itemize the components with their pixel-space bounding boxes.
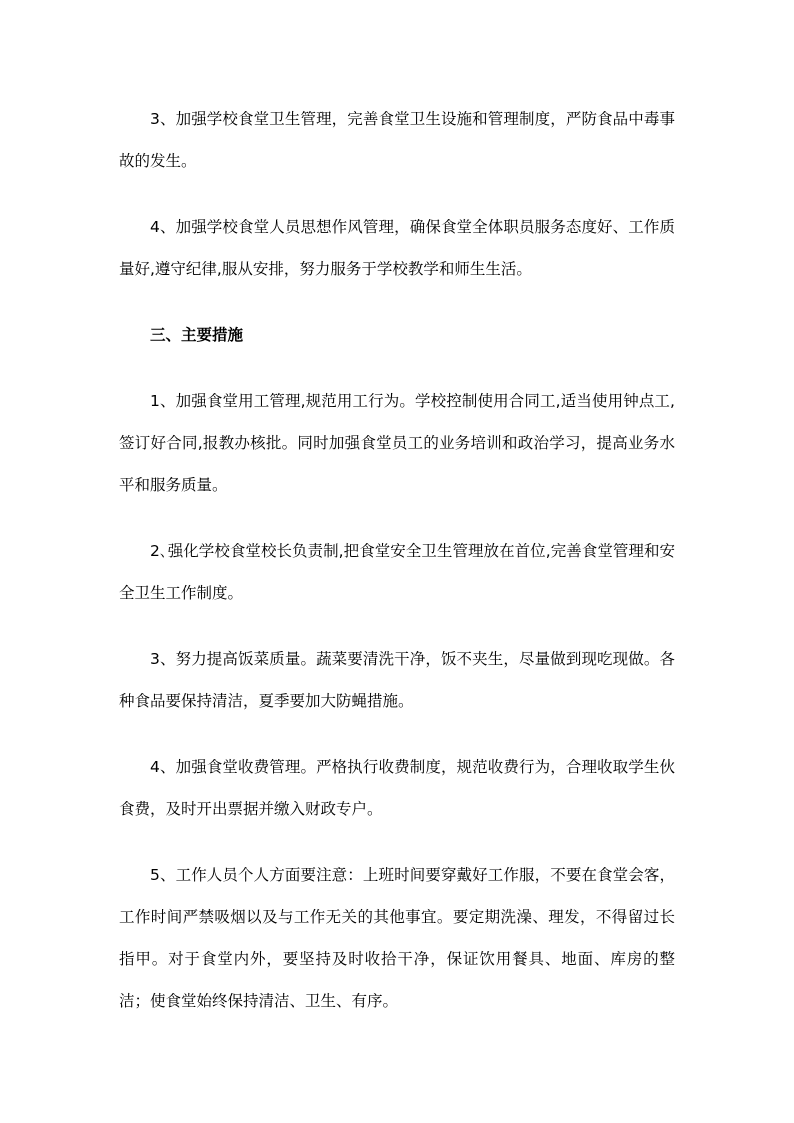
paragraph-4-staff-conduct: 4、加强学校食堂人员思想作风管理，确保食堂全体职员服务态度好、工作质量好,遵守纪律,服从安排，努力服务于学校教学和师生生活。 [119, 218, 675, 278]
measure-3-food-quality: 3、努力提高饭菜质量。蔬菜要清洗干净，饭不夹生，尽量做到现吃现做。各种食品要保持清洁，夏季要加大防蝇措施。 [119, 650, 675, 710]
paragraph-3-canteen-hygiene: 3、加强学校食堂卫生管理，完善食堂卫生设施和管理制度，严防食品中毒事故的发生。 [119, 110, 675, 170]
measure-2-principal-responsibility: 2､强化学校食堂校长负责制,把食堂安全卫生管理放在首位,完善食堂管理和安全卫生工作制度。 [119, 542, 675, 602]
measure-1-labor-management: 1、加强食堂用工管理,规范用工行为。学校控制使用合同工,适当使用钟点工,签订好合同,报教办核批。同时加强食堂员工的业务培训和政治学习，提高业务水平和服务质量。 [119, 392, 675, 494]
document-body [119, 98, 675, 1046]
measure-5-personal-conduct: 5、工作人员个人方面要注意：上班时间要穿戴好工作服，不要在食堂会客，工作时间严禁吸烟以及与工作无关的其他事宜。要定期洗澡、理发，不得留过长指甲。对于食堂内外，要坚持及时收拾干净，保证饮用餐具、地面、库房的整洁；使食堂始终保持清洁、卫生、有序。 [119, 866, 675, 1010]
measure-4-fee-management: 4、加强食堂收费管理。严格执行收费制度，规范收费行为，合理收取学生伙食费，及时开出票据并缴入财政专户。 [119, 758, 675, 818]
section-heading-main-measures: 三、主要措施 [150, 326, 244, 344]
